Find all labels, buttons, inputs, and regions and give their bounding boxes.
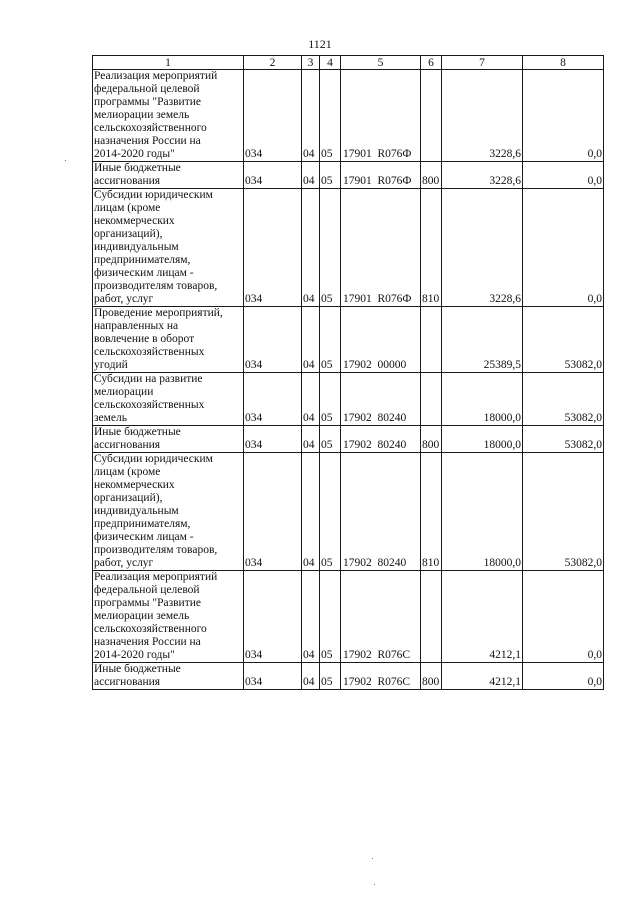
- subsection-code: 05: [320, 426, 341, 453]
- table-row: [93, 663, 604, 690]
- amount-col8: 0,0: [523, 189, 604, 307]
- table-row: [93, 373, 604, 426]
- amount-col8: 0,0: [523, 162, 604, 189]
- target-article-code: 17901 R076Ф: [341, 162, 421, 189]
- ministry-code: 034: [244, 373, 302, 426]
- ministry-code: 034: [244, 70, 302, 162]
- section-code: 04: [302, 453, 320, 571]
- table-row: [93, 426, 604, 453]
- expense-type-code: [421, 70, 442, 162]
- header-row: [93, 56, 604, 70]
- expense-type-code: 800: [421, 426, 442, 453]
- section-code: 04: [302, 663, 320, 690]
- column-header: 3: [302, 56, 320, 70]
- target-article-code: 17902 80240: [341, 426, 421, 453]
- scan-speck: [374, 884, 375, 885]
- expense-type-code: [421, 373, 442, 426]
- amount-col7: 3228,6: [442, 189, 523, 307]
- ministry-code: 034: [244, 571, 302, 663]
- ministry-code: 034: [244, 307, 302, 373]
- target-article-code: 17901 R076Ф: [341, 189, 421, 307]
- amount-col7: 4212,1: [442, 663, 523, 690]
- amount-col7: 18000,0: [442, 426, 523, 453]
- row-name: Реализация мероприятий федеральной целевой программы "Развитие мелиорации земель сельскохозяйственного назначения России на 2014-2020 годы": [93, 571, 244, 663]
- subsection-code: 05: [320, 162, 341, 189]
- column-header: 2: [244, 56, 302, 70]
- subsection-code: 05: [320, 453, 341, 571]
- expense-type-code: 810: [421, 453, 442, 571]
- expense-type-code: 810: [421, 189, 442, 307]
- section-code: 04: [302, 571, 320, 663]
- amount-col8: 0,0: [523, 571, 604, 663]
- target-article-code: 17902 80240: [341, 373, 421, 426]
- column-header: 6: [421, 56, 442, 70]
- amount-col8: 53082,0: [523, 307, 604, 373]
- expense-type-code: [421, 307, 442, 373]
- amount-col7: 3228,6: [442, 162, 523, 189]
- section-code: 04: [302, 307, 320, 373]
- amount-col8: 0,0: [523, 70, 604, 162]
- row-name: Реализация мероприятий федеральной целевой программы "Развитие мелиорации земель сельскохозяйственного назначения России на 2014-2020 годы": [93, 70, 244, 162]
- row-name: Иные бюджетные ассигнования: [93, 663, 244, 690]
- section-code: 04: [302, 426, 320, 453]
- column-header: 4: [320, 56, 341, 70]
- column-header: 8: [523, 56, 604, 70]
- row-name: Проведение мероприятий, направленных на вовлечение в оборот сельскохозяйственных угодий: [93, 307, 244, 373]
- table-row: [93, 571, 604, 663]
- amount-col8: 0,0: [523, 663, 604, 690]
- subsection-code: 05: [320, 663, 341, 690]
- row-name: Иные бюджетные ассигнования: [93, 162, 244, 189]
- amount-col7: 18000,0: [442, 373, 523, 426]
- expense-type-code: [421, 571, 442, 663]
- section-code: 04: [302, 70, 320, 162]
- row-name: Субсидии юридическим лицам (кроме некоммерческих организаций), индивидуальным предпринимателям, физическим лицам - производителям товаров, работ, услуг: [93, 453, 244, 571]
- scan-speck: [372, 858, 373, 859]
- expense-type-code: 800: [421, 162, 442, 189]
- target-article-code: 17901 R076Ф: [341, 70, 421, 162]
- row-name: Субсидии на развитие мелиорации сельскохозяйственных земель: [93, 373, 244, 426]
- amount-col7: 25389,5: [442, 307, 523, 373]
- subsection-code: 05: [320, 70, 341, 162]
- target-article-code: 17902 80240: [341, 453, 421, 571]
- page-number: 1121: [308, 37, 332, 51]
- budget-table: [92, 55, 604, 690]
- ministry-code: 034: [244, 663, 302, 690]
- section-code: 04: [302, 162, 320, 189]
- amount-col7: 4212,1: [442, 571, 523, 663]
- target-article-code: 17902 R076С: [341, 571, 421, 663]
- amount-col7: 3228,6: [442, 70, 523, 162]
- ministry-code: 034: [244, 426, 302, 453]
- column-header: 5: [341, 56, 421, 70]
- column-header: 1: [93, 56, 244, 70]
- subsection-code: 05: [320, 307, 341, 373]
- table-row: [93, 307, 604, 373]
- amount-col7: 18000,0: [442, 453, 523, 571]
- expense-type-code: 800: [421, 663, 442, 690]
- scan-speck: [65, 160, 66, 161]
- row-name: Иные бюджетные ассигнования: [93, 426, 244, 453]
- ministry-code: 034: [244, 453, 302, 571]
- table-row: [93, 453, 604, 571]
- target-article-code: 17902 00000: [341, 307, 421, 373]
- amount-col8: 53082,0: [523, 373, 604, 426]
- ministry-code: 034: [244, 162, 302, 189]
- table-row: [93, 162, 604, 189]
- amount-col8: 53082,0: [523, 426, 604, 453]
- section-code: 04: [302, 373, 320, 426]
- ministry-code: 034: [244, 189, 302, 307]
- section-code: 04: [302, 189, 320, 307]
- table-row: [93, 70, 604, 162]
- amount-col8: 53082,0: [523, 453, 604, 571]
- subsection-code: 05: [320, 571, 341, 663]
- subsection-code: 05: [320, 373, 341, 426]
- subsection-code: 05: [320, 189, 341, 307]
- row-name: Субсидии юридическим лицам (кроме некоммерческих организаций), индивидуальным предпринимателям, физическим лицам - производителям товаров, работ, услуг: [93, 189, 244, 307]
- table-row: [93, 189, 604, 307]
- column-header: 7: [442, 56, 523, 70]
- target-article-code: 17902 R076С: [341, 663, 421, 690]
